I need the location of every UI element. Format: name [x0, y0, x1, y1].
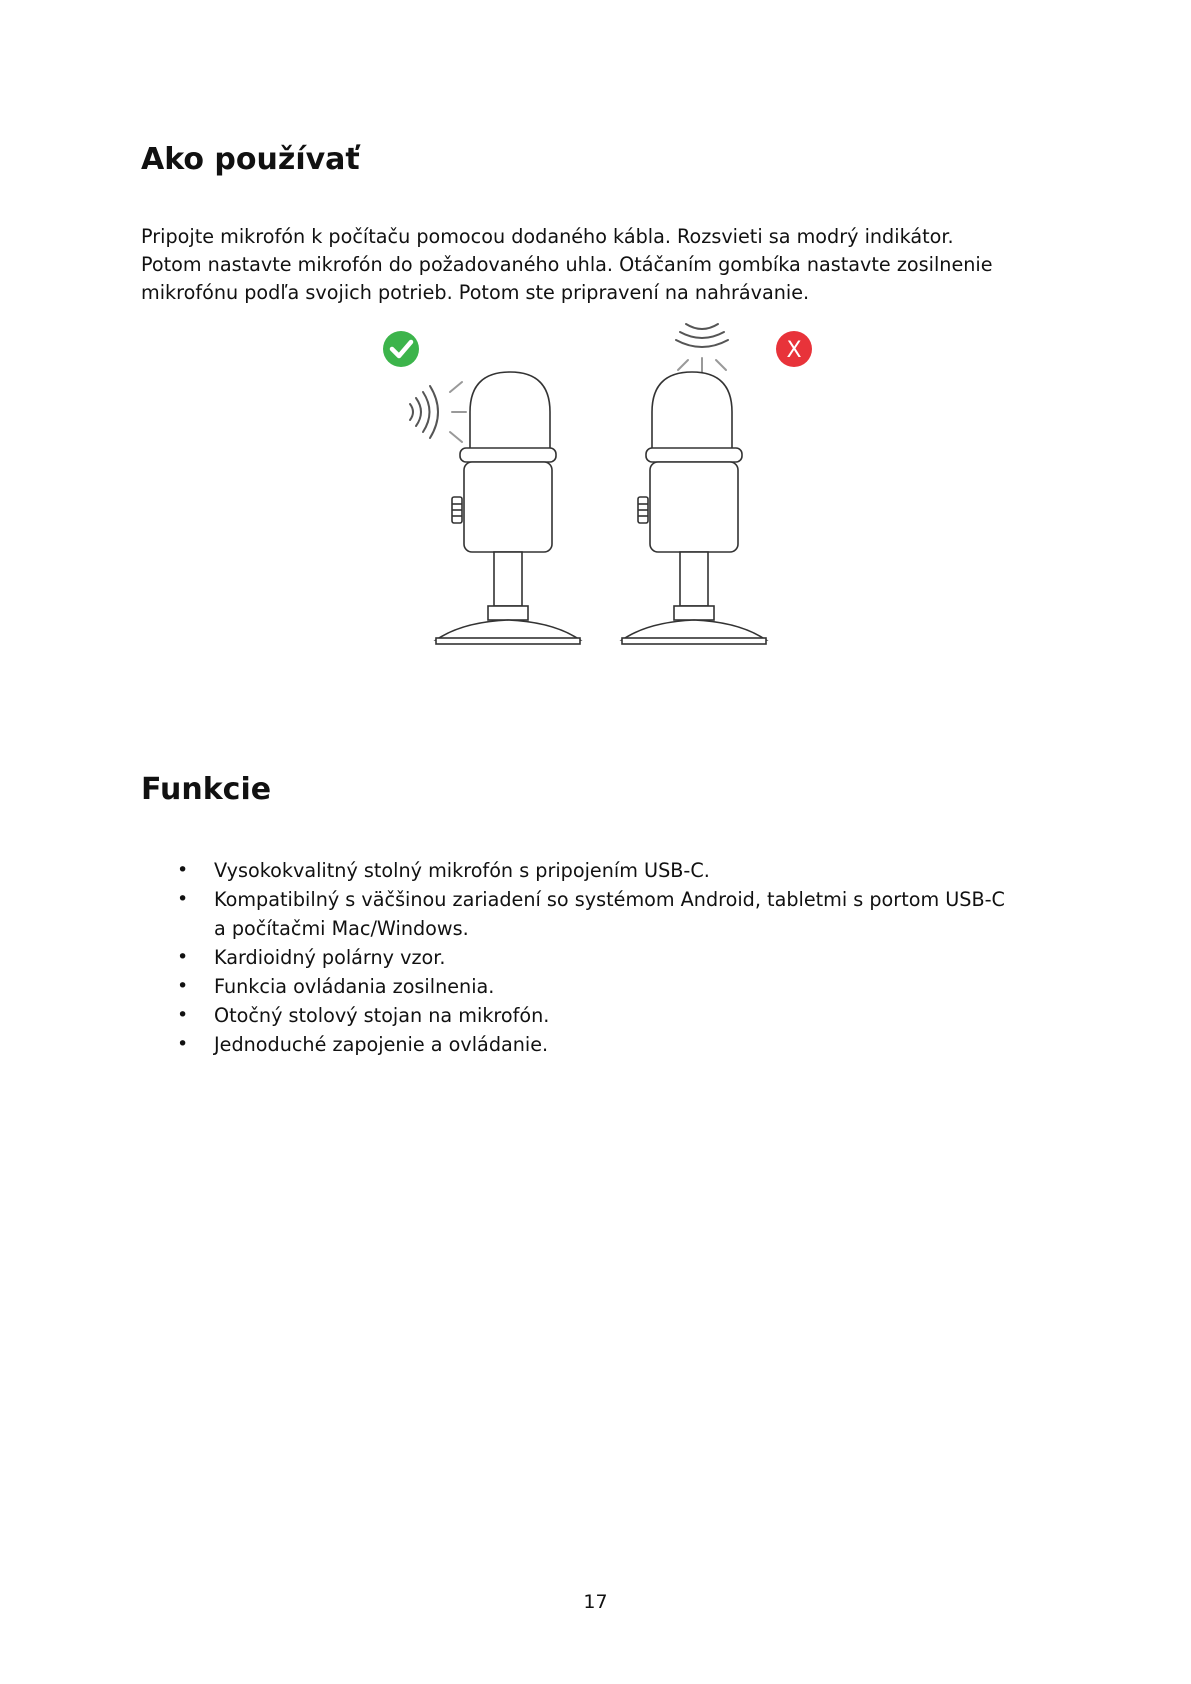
- list-item: [141, 943, 1081, 972]
- wrong-mark-label: X: [786, 338, 802, 363]
- list-item-text: Vysokokvalitný stolný mikrofón s pripojením USB-C.: [214, 859, 710, 882]
- intro-line: Pripojte mikrofón k počítaču pomocou dodaného kábla. Rozsvieti sa modrý indikátor.: [141, 225, 954, 248]
- check-circle-icon: [383, 331, 419, 367]
- list-item-text: Otočný stolový stojan na mikrofón.: [214, 1004, 550, 1027]
- intro-paragraph: [141, 223, 1081, 307]
- list-item-text: Kompatibilný s väčšinou zariadení so systémom Android, tabletmi s portom USB-C: [214, 888, 1005, 911]
- list-item: [141, 885, 1081, 943]
- x-circle-icon: [776, 331, 812, 367]
- features-list: [141, 856, 1081, 1059]
- side-sound-waves-icon: [410, 382, 466, 442]
- bullet: •: [177, 975, 189, 997]
- bullet: •: [177, 1033, 189, 1055]
- list-item: [141, 1030, 1081, 1059]
- heading-features: Funkcie: [141, 772, 272, 807]
- bullet: •: [177, 946, 189, 968]
- illustration-svg: [370, 322, 830, 702]
- list-item-text: Funkcia ovládania zosilnenia.: [214, 975, 495, 998]
- microphone-wrong-icon: [622, 372, 766, 644]
- top-sound-waves-icon: [676, 322, 728, 372]
- list-item-text: Jednoduché zapojenie a ovládanie.: [214, 1033, 549, 1056]
- list-item-text: a počítačmi Mac/Windows.: [214, 917, 469, 940]
- list-item-text: Kardioidný polárny vzor.: [214, 946, 446, 969]
- page-number: 17: [583, 1591, 608, 1613]
- bullet: •: [177, 888, 189, 910]
- intro-line: Potom nastavte mikrofón do požadovaného uhla. Otáčaním gombíka nastavte zosilnenie: [141, 253, 993, 276]
- bullet: •: [177, 1004, 189, 1026]
- intro-line: mikrofónu podľa svojich potrieb. Potom ste pripravení na nahrávanie.: [141, 281, 810, 304]
- microphone-position-illustration: [370, 322, 830, 702]
- list-item: [141, 1001, 1081, 1030]
- bullet: •: [177, 859, 189, 881]
- list-item: [141, 856, 1081, 885]
- heading-how-to-use: Ako používať: [141, 142, 360, 177]
- list-item: [141, 972, 1081, 1001]
